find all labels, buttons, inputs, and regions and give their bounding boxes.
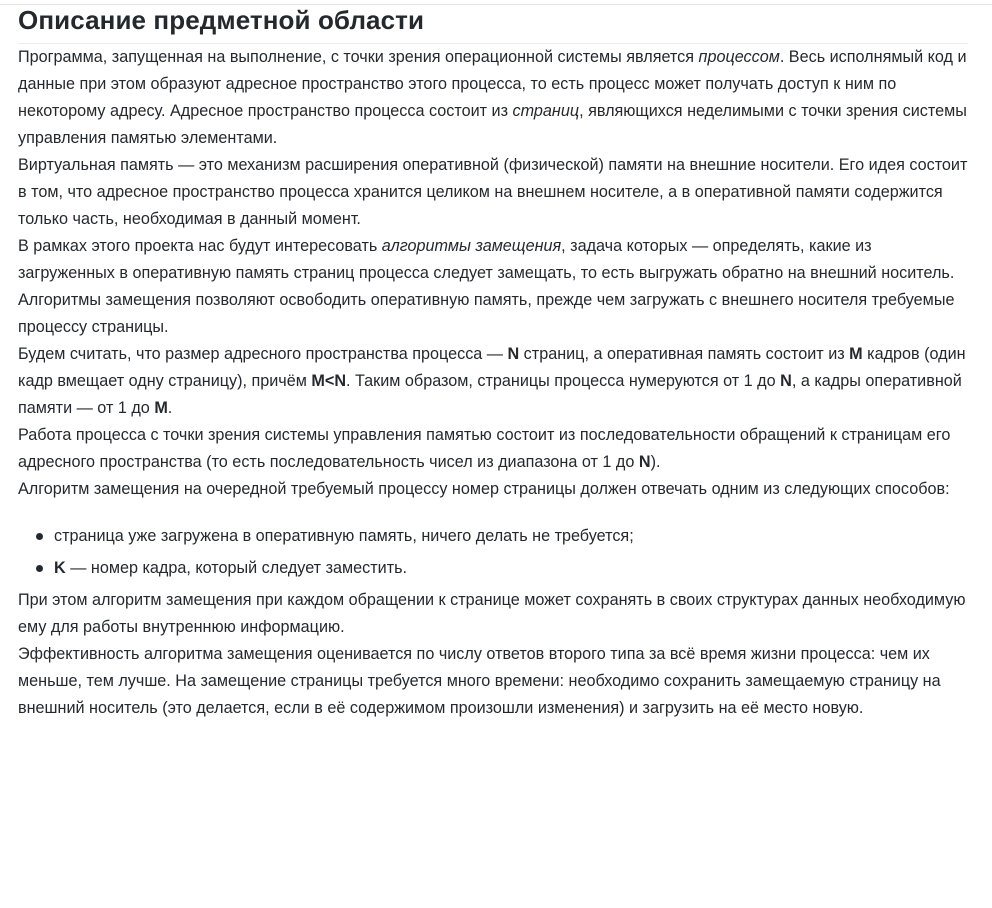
text: Программа, запущенная на выполнение, с точки зрения операционной системы является	[18, 48, 699, 66]
text: , являющихся неделимыми с точки зрения системы управления памятью элементами.	[18, 102, 967, 147]
text: . Таким образом, страницы процесса нумеруются от 1 до	[346, 372, 781, 390]
text: Будем считать, что размер адресного пространства процесса —	[18, 345, 508, 363]
var-m: M	[849, 345, 863, 363]
article	[18, 0, 968, 722]
text: Работа процесса с точки зрения системы управления памятью состоит из последовательности обращений к страницам его адресного пространства (то есть последовательность чисел из диапазона от 1 до	[18, 426, 951, 471]
text: . Весь исполнямый код и данные при этом образуют адресное пространство этого процесса, то есть процесс может получать доступ к ним по некоторому адресу. Адресное пространство процесса состоит из	[18, 48, 967, 120]
term-process: процессом	[698, 48, 780, 66]
paragraph-virtual-memory: Виртуальная память — это механизм расширения оперативной (физической) памяти на внешние носители. Его идея состоит в том, что адресное пространство процесса хранится целиком на внешнем носителе, а в оперативной памяти содержится только часть, необходимая в данный момент.	[18, 156, 968, 228]
list-item	[18, 523, 968, 550]
text: , а кадры оперативной памяти — от 1 до	[18, 372, 962, 417]
var-n: N	[638, 453, 651, 471]
list-item-text: страница уже загружена в оперативную память, ничего делать не требуется;	[54, 527, 634, 545]
paragraph-efficiency: Эффективность алгоритма замещения оценивается по числу ответов второго типа за всё время жизни процесса: чем их меньше, тем лучше. На замещение страницы требуется много времени: необходимо сохранить замещаемую страницу на внешний носитель (это делается, если в её содержимом произошли изменения) и загрузить на её место новую.	[18, 645, 941, 717]
text: ).	[650, 453, 661, 471]
answer-list	[18, 523, 968, 582]
paragraph-algorithm-answer: Алгоритм замещения на очередной требуемый процессу номер страницы должен отвечать одним из следующих способов:	[18, 480, 950, 498]
var-n: N	[507, 345, 520, 363]
text: страниц, а оперативная память состоит из	[519, 345, 850, 363]
paragraph-internal-info: При этом алгоритм замещения при каждом обращении к странице может сохранять в своих структурах данных необходимую ему для работы внутреннюю информацию.	[18, 591, 966, 636]
list-item	[18, 555, 968, 582]
var-n: N	[780, 372, 792, 390]
text: кадров (один кадр вмещает одну страницу), причём	[18, 345, 966, 390]
var-m-less-n: M<N	[311, 372, 347, 390]
bullet-icon	[36, 533, 43, 540]
text: .	[167, 399, 173, 417]
term-pages: страниц	[512, 102, 580, 120]
paragraph-process	[18, 44, 968, 152]
paragraph-replacement-algorithms	[18, 233, 968, 341]
var-k: K	[54, 559, 66, 577]
list-item-text: — номер кадра, который следует заместить.	[65, 559, 408, 577]
text: , задача которых — определять, какие из загруженных в оперативную память страниц процесса следует замещать, то есть выгружать обратно на внешний носитель. Алгоритмы замещения позволяют освободить оперативную память, прежде чем загружать с внешнего носителя требуемые процессу страницы.	[18, 237, 955, 336]
paragraph-process-work	[18, 422, 968, 476]
term-replacement-algorithms: алгоритмы замещения	[381, 237, 562, 255]
text: В рамках этого проекта нас будут интересовать	[18, 237, 382, 255]
paragraph-sizes	[18, 341, 968, 422]
var-m: M	[154, 399, 168, 417]
page-title: Описание предметной области	[18, 0, 968, 44]
bullet-icon	[36, 565, 43, 572]
